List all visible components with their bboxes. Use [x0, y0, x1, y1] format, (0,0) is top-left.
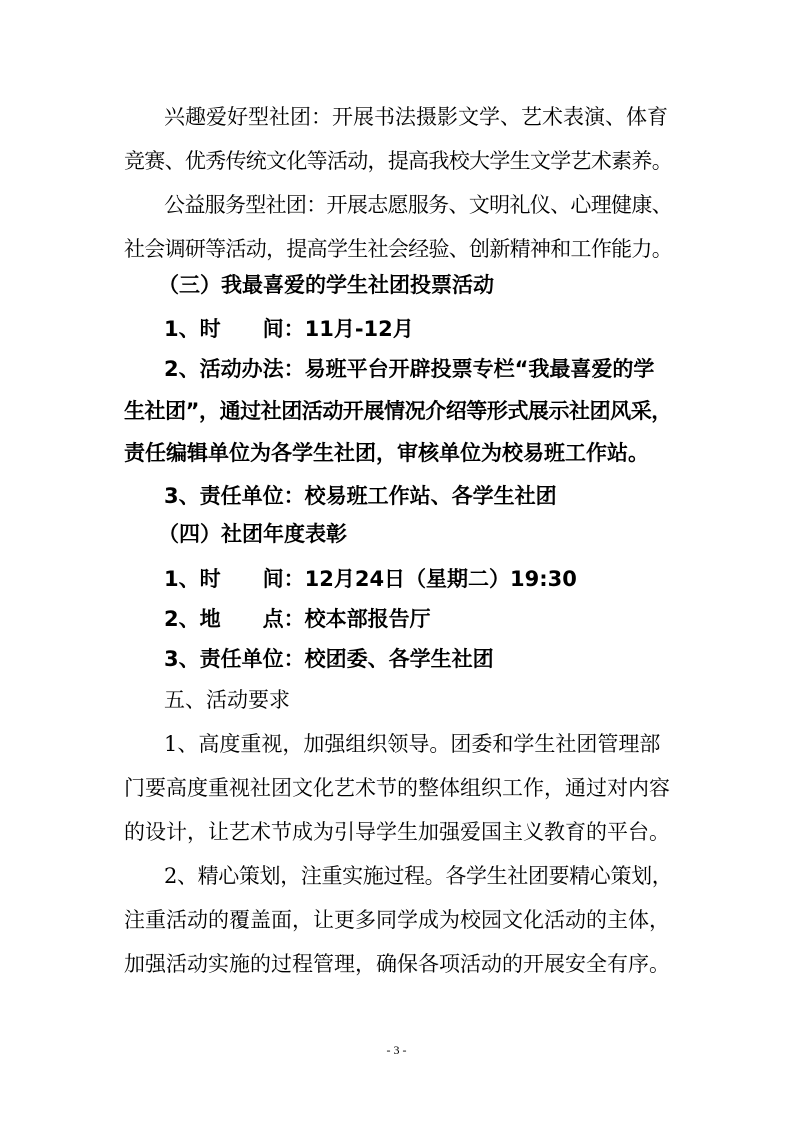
item-line: 2、地 点：校本部报告厅 — [164, 607, 431, 631]
paragraph-line: 加强活动实施的过程管理，确保各项活动的开展安全有序。 — [124, 952, 670, 976]
item-line: 3、责任单位：校易班工作站、各学生社团 — [164, 484, 557, 508]
page-number: - 3 - — [386, 1043, 407, 1057]
paragraph-line: 的设计，让艺术节成为引导学生加强爱国主义教育的平台。 — [124, 820, 670, 844]
paragraph-line: 1、高度重视，加强组织领导。团委和学生社团管理部 — [164, 732, 661, 756]
paragraph-line: 竞赛、优秀传统文化等活动，提高我校大学生文学艺术素养。 — [124, 149, 672, 173]
paragraph-line: 注重活动的覆盖面，让更多同学成为校园文化活动的主体， — [124, 908, 670, 932]
item-line: 责任编辑单位为各学生社团，审核单位为校易班工作站。 — [124, 441, 649, 465]
item-line: 2、活动办法：易班平台开辟投票专栏“我最喜爱的学 — [164, 357, 655, 381]
paragraph-line: 兴趣爱好型社团：开展书法摄影文学、艺术表演、体育 — [164, 105, 668, 129]
item-line: 1、时 间：11月-12月 — [164, 317, 414, 341]
section-heading: 五、活动要求 — [164, 688, 290, 712]
paragraph-line: 公益服务型社团：开展志愿服务、文明礼仪、心理健康、 — [164, 193, 672, 217]
section-heading: （三）我最喜爱的学生社团投票活动 — [158, 273, 494, 297]
item-line: 生社团”，通过社团活动开展情况介绍等形式展示社团风采， — [124, 399, 672, 423]
item-line: 1、时 间：12月24日（星期二）19:30 — [164, 567, 577, 591]
section-heading: （四）社团年度表彰 — [158, 522, 347, 546]
item-line: 3、责任单位：校团委、各学生社团 — [164, 647, 494, 671]
paragraph-line: 门要高度重视社团文化艺术节的整体组织工作，通过对内容 — [124, 776, 670, 800]
paragraph-line: 社会调研等活动，提高学生社会经验、创新精神和工作能力。 — [124, 237, 672, 261]
paragraph-line: 2、精心策划，注重实施过程。各学生社团要精心策划， — [164, 864, 673, 888]
